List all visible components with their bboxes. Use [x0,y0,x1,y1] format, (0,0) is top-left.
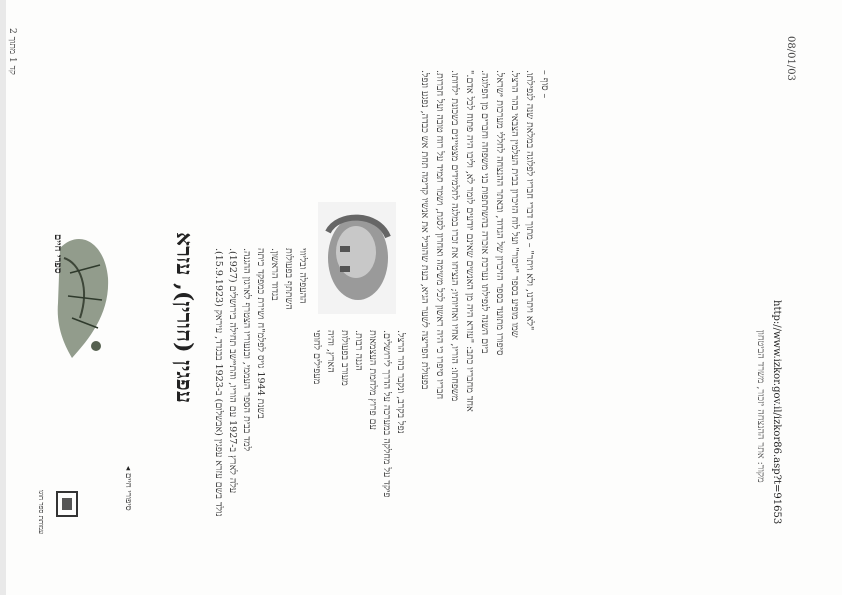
paragraph-line: חבריו סיפרו כי היה ראשון לכל משימה ואחרון לסגת, ושמר תמיד על רוח טובה ועל חברות. [434,70,445,400]
bio-line: פיקד על מחלקה במערכה על הדרך לירושלים. [381,330,392,498]
bio-line: השתתף בפעולות [283,248,294,310]
paragraph-line: אחד מחבריו כתב: "עזרא היה מן האנשים שאינם יודעים לומר לא, וליבו היה פתוח לכל אדם." [464,70,475,412]
bio-line: עם פרוץ מלחמת העצמאות [367,330,378,430]
bio-line: עלה לארץ ב-1927 עם הוריו, והתיישב תחילה בירושלים (1927). [227,248,238,494]
scan-edge [0,0,6,595]
page-title: עפגין (חורין), עזרא [171,232,197,404]
emblem-caption: עמותת ספר חוגו [37,490,45,535]
print-date: 08/01/03 [785,36,796,81]
source-url-link[interactable]: http://www.izkor.gov.il/izkor86.asp?t=91653 [771,300,782,525]
paragraph-line: משפחתו: הוריו, אחיו ואחיותיו; הנציחו את זכרו במלגה לתלמידים מצטיינים בשכונת ילדותו. [449,70,460,402]
bio-line: הארץ, והיה [325,330,336,373]
paragraph-line: בפעולת הפריצה לשער הגיא, בעת שהוביל את אנשיו קדימה תחת אש כבדה, נפגע ונפל. [419,70,430,390]
bio-line: הגנה רבות. [353,330,364,371]
site-name: ספרי חיים [52,234,63,274]
bio-line: מעורב בפעולות [339,330,350,386]
paragraph-line: "לא ויתרנו, ולא ויתר" – מתוך דברי חבריו לפלוגה במלאת שנה לנפילתו. [524,70,535,331]
nav-life-stories-link[interactable]: ◂ סיפורי חיים [123,466,133,511]
bio-line: ההעפלה ובליווי [297,248,308,304]
page-number-label: קד 1 מתוך 2 [7,28,17,75]
emblem-icon [55,490,79,518]
paragraph-line: – סוף – [539,70,550,99]
portrait-photo [318,202,396,314]
bio-line: בשנת 1944 גויס לפלמ"ח ושירת כמפקד כיתה [255,248,266,419]
bio-line: נפל בקרב, ונקבר בהר הרצל. [395,330,406,434]
source-caption: מקור: אתר ההנצחה יזכור, משרד הביטחון [755,330,766,483]
bio-line: נולד בשם עזרא עפגין (אבשלום) ב-1923 בבגדד, עיראק (15.9.1923). [213,248,224,517]
bio-line: בגדוד הראשון. [269,248,280,301]
paragraph-line: ביום השנה לנפילתו נערכת אזכרה בהשתתפות בני משפחה וחברים מן הפלוגה. [479,70,490,354]
bio-line: מעפילים לחופי [311,330,322,385]
paragraph-line: שמו מופיע בספר "יזכור" ועל לוח הזיכרון בבית העלמין הצבאי בהר הרצל. [509,70,520,338]
paragraph-line: סיפורו מתועד בספר הזיכרון של הגדוד, ובאתר ההנצחה לחללי מערכות ישראל. [494,70,505,356]
bio-line: למד בבית הספר העממי, ובנעוריו הצטרף לארגון ההגנה. [241,248,252,452]
